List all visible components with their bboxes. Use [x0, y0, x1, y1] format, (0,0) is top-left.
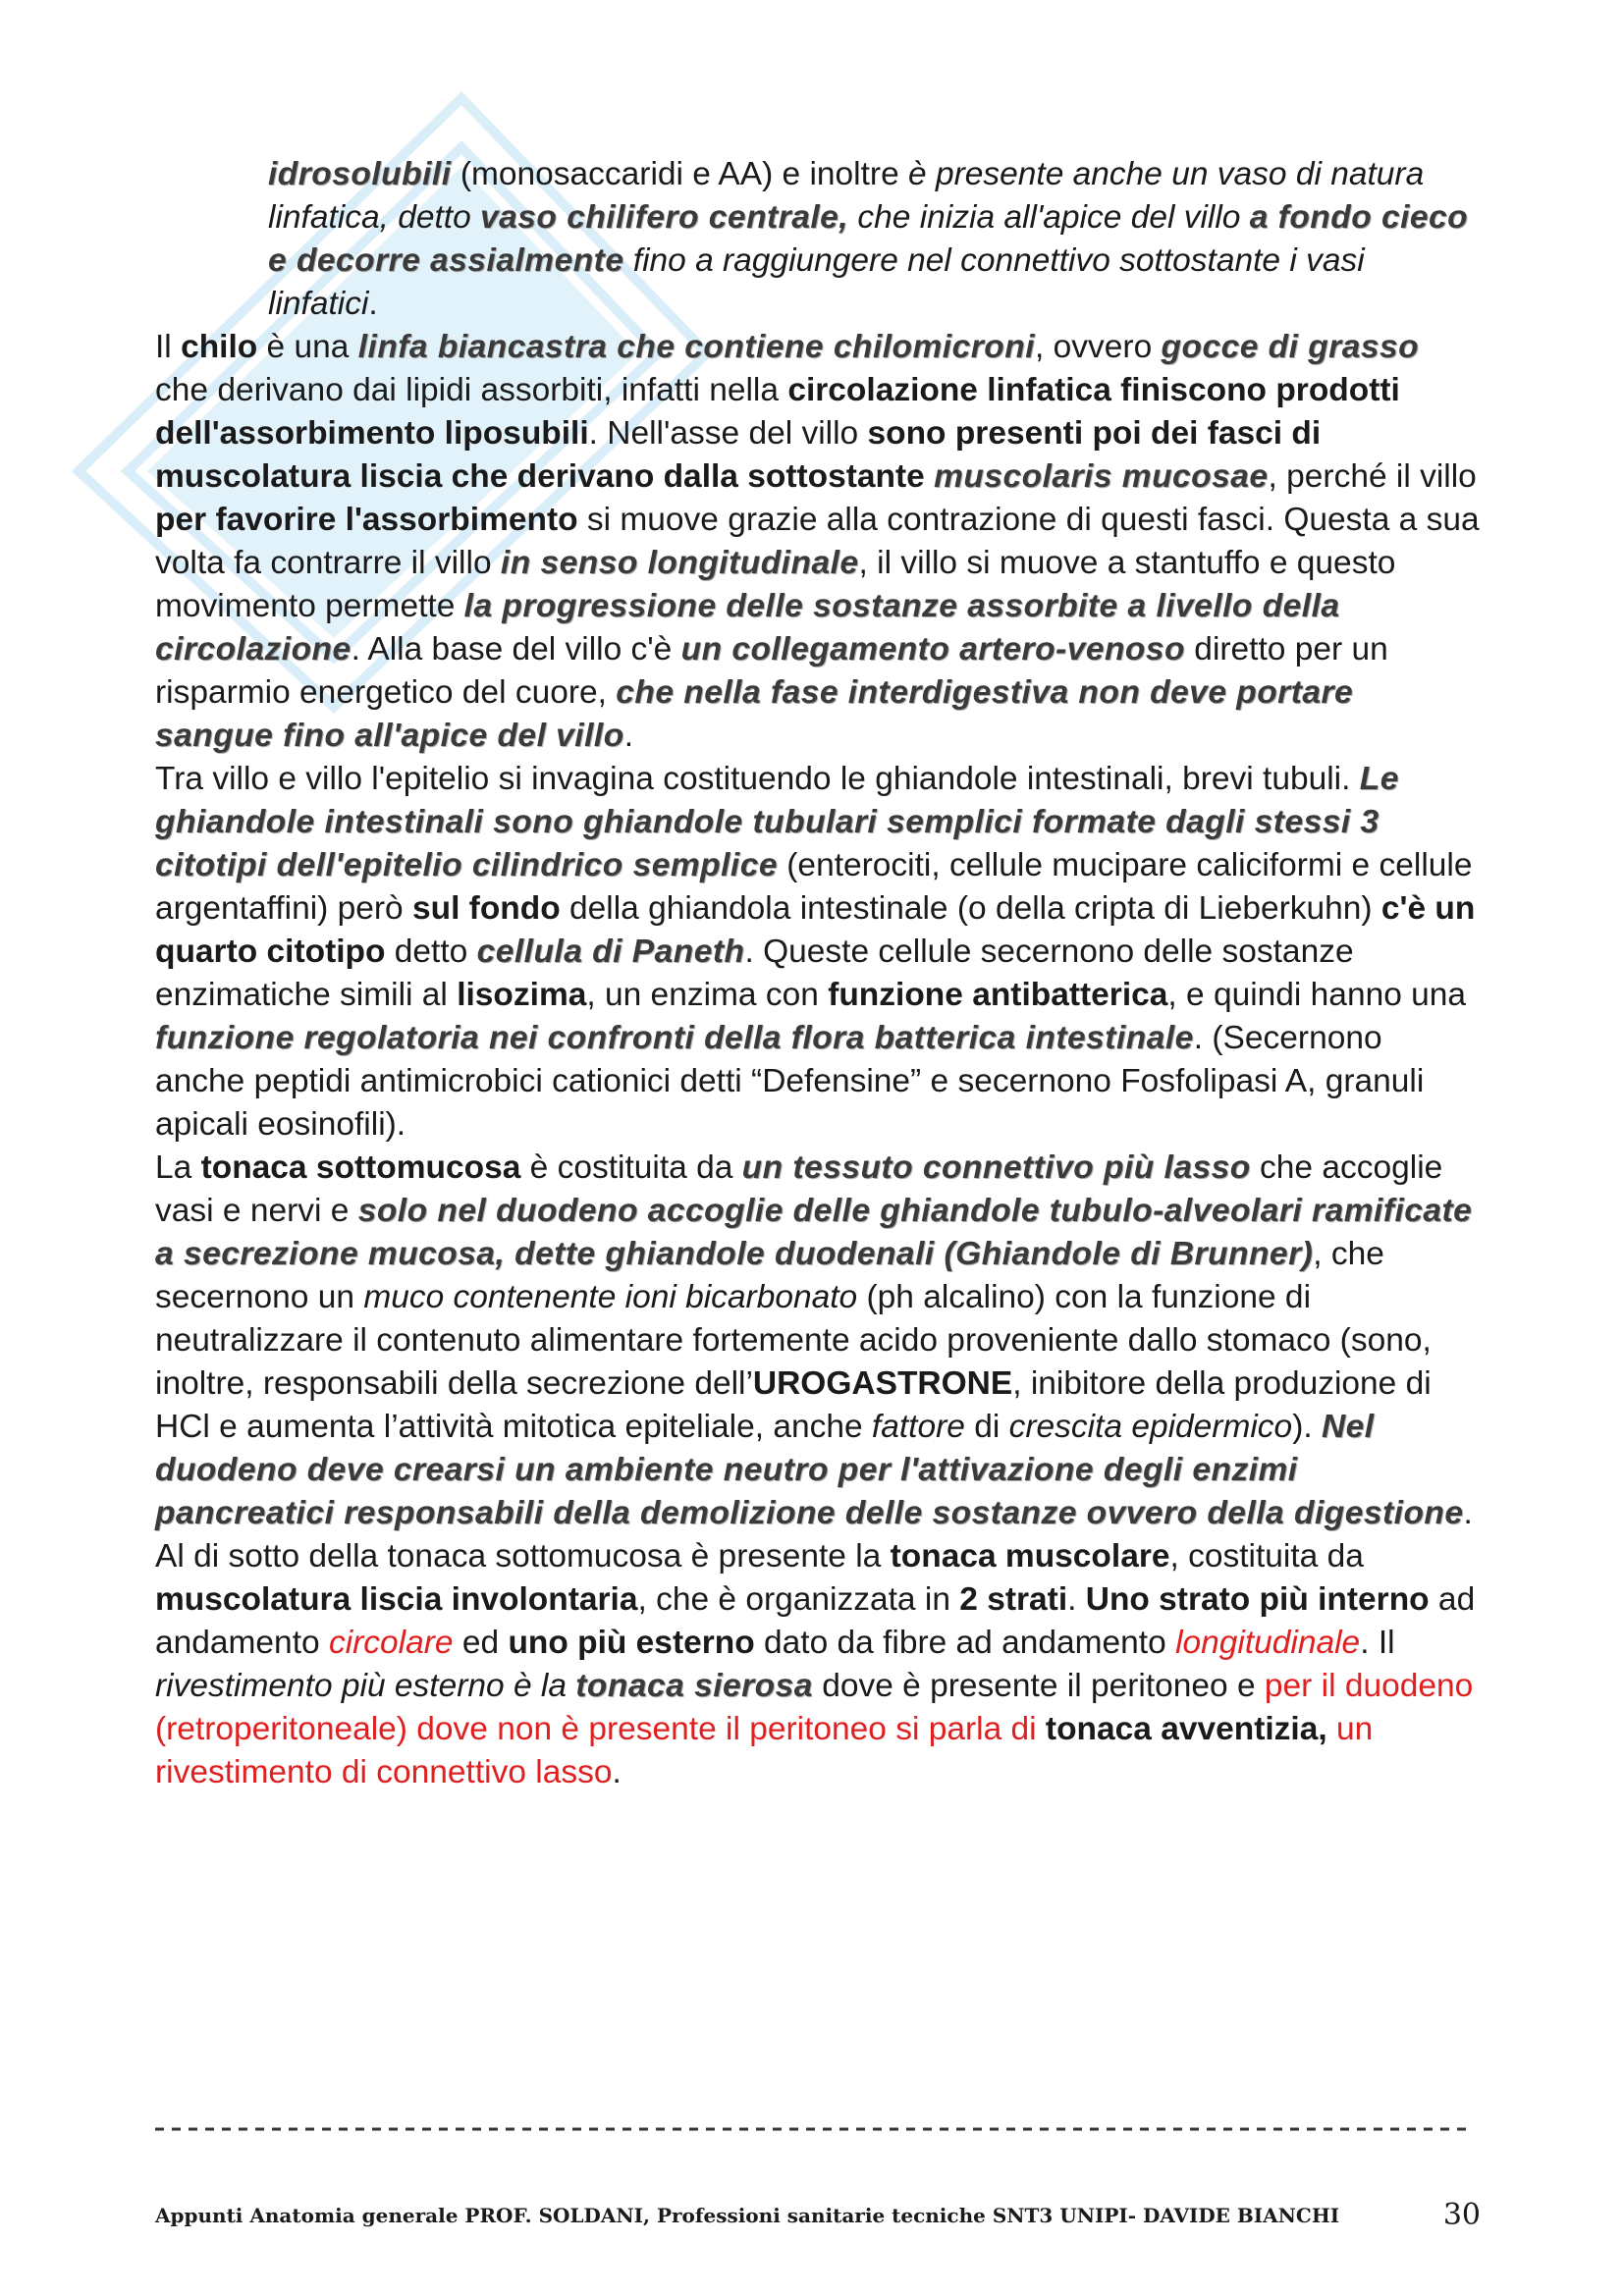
text-run: , inibitore della produzione di HCl e aumenta l’attività mitotica epiteliale, anche [155, 1365, 1432, 1445]
text-run: è una [257, 329, 358, 365]
text-run: UROGASTRONE [752, 1365, 1013, 1402]
text-run: . [1067, 1581, 1086, 1618]
text-run: per il duodeno (retroperitoneale) dove non è presente il peritoneo si parla di [155, 1668, 1474, 1747]
text-run: . Nell'asse del villo [588, 415, 868, 452]
text-run: di [964, 1409, 1009, 1445]
text-run: . Alla base del villo c'è [351, 631, 681, 667]
text-run: sono presenti poi dei fasci di muscolatura liscia che derivano dalla sottostante [155, 415, 1322, 495]
text-run: che inizia all'apice del villo [848, 199, 1250, 236]
text-run: , il villo si muove a stantuffo e questo movimento permette [155, 545, 1396, 624]
text-run: si muove grazie alla contrazione di questi fasci. Questa a sua volta fa contrarre il villo [155, 502, 1480, 581]
separator-line [155, 2106, 1471, 2145]
page-footer [155, 2198, 1481, 2243]
text-run: gocce di grasso [1161, 329, 1420, 365]
text-run: circolazione linfatica finiscono prodotti dell'assorbimento liposubili [155, 372, 1400, 452]
text-run: fattore [871, 1409, 965, 1445]
text-run: dato da fibre ad andamento [754, 1625, 1176, 1661]
text-run: . [368, 286, 378, 322]
text-run: Tra villo e villo l'epitelio si invagina costituendo le ghiandole intestinali, brevi tubuli. [155, 761, 1360, 797]
dashed-line [155, 2106, 1471, 2145]
text-run: uno più esterno [508, 1625, 755, 1661]
text-run: un rivestimento di connettivo lasso [155, 1711, 1374, 1790]
text-run: funzione regolatoria nei confronti della flora batterica intestinale [155, 1020, 1194, 1056]
text-run: . Il [1360, 1625, 1395, 1661]
text-run: tonaca sierosa [575, 1668, 813, 1704]
text-run [567, 1668, 575, 1704]
text-run: muscolaris mucosae [934, 458, 1269, 495]
text-run: tonaca sottomucosa [200, 1149, 521, 1186]
text-run: dove è presente il peritoneo e [812, 1668, 1265, 1704]
text-run: sul fondo [411, 890, 561, 927]
text-run: Le ghiandole intestinali sono ghiandole tubulari semplici formate dagli stessi 3 citotipi dell'epitelio cilindrico semplice [155, 761, 1399, 883]
text-run: solo nel duodeno accoglie delle ghiandole tubulo-alveolari ramificate a secrezione mucosa, dette ghiandole duodenali (Ghiandole di Brunner) [155, 1193, 1473, 1272]
text-run: è presente anche un vaso di natura linfatica, detto [268, 156, 1425, 236]
text-run: , che è organizzata in [637, 1581, 960, 1618]
text-run: che nella fase interdigestiva non deve portare sangue fino all'apice del villo [155, 674, 1354, 754]
text-run [925, 458, 934, 495]
text-run: , un enzima con [586, 977, 829, 1013]
text-run: per favorire l'assorbimento [155, 502, 578, 538]
text-run: c'è un quarto citotipo [155, 890, 1476, 970]
text-run: La [155, 1149, 201, 1186]
text-run: vaso chilifero centrale, [480, 199, 849, 236]
body-text [155, 153, 1481, 1794]
paragraph-villus-vessels [155, 153, 1481, 326]
text-run: della ghiandola intestinale (o della cripta di Lieberkuhn) [560, 890, 1381, 927]
text-run: , costituita da [1169, 1538, 1364, 1575]
text-run: (enterociti, cellule mucipare caliciformi e cellule argentaffini) però [155, 847, 1473, 927]
text-run: . [623, 718, 634, 754]
text-run: (ph alcalino) con la funzione di neutralizzare il contenuto alimentare fortemente acido proveniente dallo stomaco (sono, inoltre, responsabili della secrezione dell’ [155, 1279, 1432, 1402]
text-run: è costituita da [520, 1149, 742, 1186]
text-run: diretto per un risparmio energetico del cuore, [155, 631, 1388, 711]
text-run: funzione antibatterica [828, 977, 1168, 1013]
text-run: lisozima [457, 977, 587, 1013]
text-run: . [612, 1754, 622, 1790]
text-run: ). [1292, 1409, 1322, 1445]
text-run: rivestimento più esterno è la [155, 1668, 567, 1704]
text-run: fino a raggiungere nel connettivo sottostante i vasi linfatici [268, 242, 1365, 322]
text-run: longitudinale [1175, 1625, 1361, 1661]
page-number: 30 [1442, 2198, 1481, 2232]
text-run: che derivano dai lipidi assorbiti, infatti nella [155, 372, 788, 408]
text-run: a fondo cieco e decorre assialmente [268, 199, 1469, 279]
text-run: detto [385, 934, 477, 970]
text-run: . Al di sotto della tonaca sottomucosa è presente la [155, 1495, 1473, 1575]
text-run: linfa biancastra che contiene chilomicroni [357, 329, 1036, 365]
text-run: cellula di Paneth [476, 934, 745, 970]
text-run: 2 strati [959, 1581, 1068, 1618]
paragraph-chilo [155, 326, 1481, 758]
text-run: , che secernono un [155, 1236, 1384, 1315]
text-run: , ovvero [1035, 329, 1162, 365]
text-run: tonaca muscolare [890, 1538, 1170, 1575]
text-run: in senso longitudinale [500, 545, 859, 581]
text-run: idrosolubili [268, 156, 452, 192]
footer-text: Appunti Anatomia generale PROF. SOLDANI, Professioni sanitarie tecniche SNT3 UNIPI- DAVIDE BIANCHI [155, 2204, 1340, 2227]
text-run: chilo [181, 329, 258, 365]
text-run: che accoglie vasi e nervi e [155, 1149, 1443, 1229]
text-run: , e quindi hanno una [1167, 977, 1467, 1013]
text-run: ed [453, 1625, 509, 1661]
text-run: la progressione delle sostanze assorbite a livello della circolazione [155, 588, 1340, 667]
text-run: Uno strato più interno [1085, 1581, 1430, 1618]
text-run [1037, 1711, 1046, 1747]
paragraph-intestinal-glands [155, 758, 1481, 1147]
text-run: un tessuto connettivo più lasso [741, 1149, 1251, 1186]
text-run: tonaca avventizia, [1045, 1711, 1327, 1747]
text-run: circolare [328, 1625, 454, 1661]
text-run: un collegamento artero-venoso [680, 631, 1185, 667]
text-run: muco contenente ioni bicarbonato [363, 1279, 858, 1315]
text-run: . Queste cellule secernono delle sostanze enzimatiche simili al [155, 934, 1354, 1013]
text-run: (monosaccaridi e AA) e inoltre [451, 156, 909, 192]
text-run: muscolatura liscia involontaria [155, 1581, 638, 1618]
text-run: crescita epidermico [1008, 1409, 1293, 1445]
text-run: ad andamento [155, 1581, 1476, 1661]
text-run [1327, 1711, 1336, 1747]
paragraph-submucosa [155, 1147, 1481, 1794]
text-run: . (Secernono anche peptidi antimicrobici cationici detti “Defensine” e secernono Fosfolipasi A, granuli apicali eosinofili). [155, 1020, 1425, 1143]
text-run: , perché il villo [1268, 458, 1477, 495]
text-run: Nel duodeno deve crearsi un ambiente neutro per l'attivazione degli enzimi pancreatici responsabili della demolizione delle sostanze ovvero della digestione [155, 1409, 1464, 1531]
text-run: Il [155, 329, 182, 365]
